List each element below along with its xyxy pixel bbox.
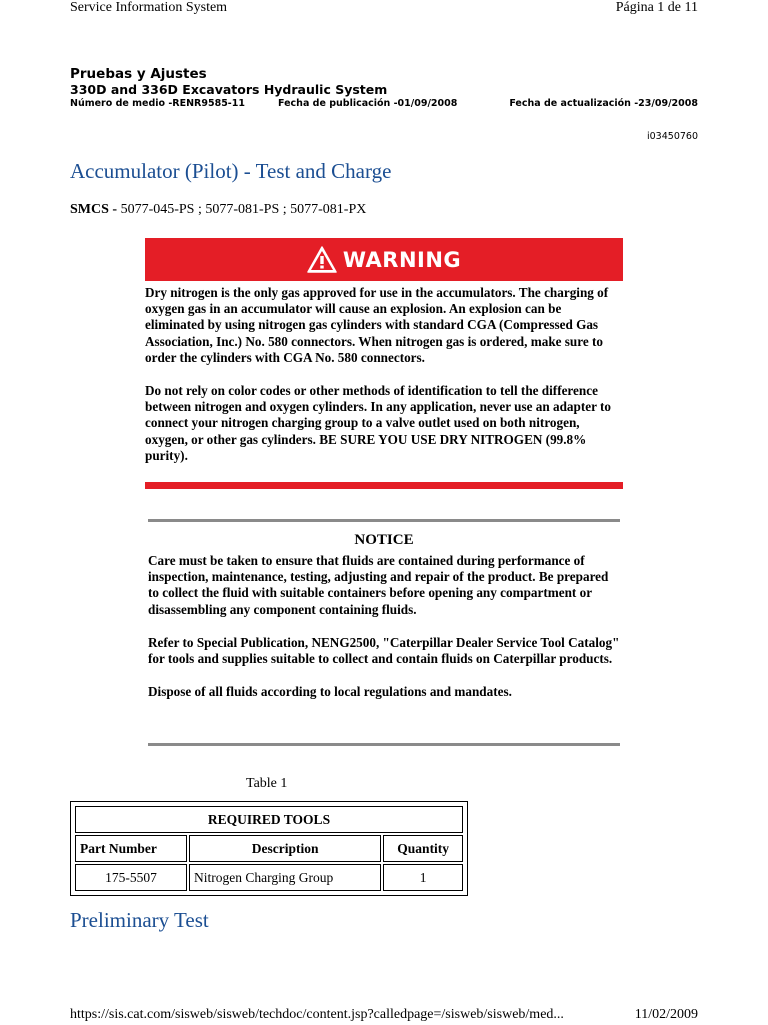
product-name: 330D and 336D Excavators Hydraulic System: [70, 82, 388, 97]
update-date: Fecha de actualización -23/09/2008: [509, 98, 698, 109]
smcs-codes: [70, 202, 366, 218]
notice-bottom-rule: [148, 743, 620, 746]
warning-banner: [145, 238, 623, 281]
section-heading: Preliminary Test: [70, 908, 209, 932]
page-footer: [70, 1007, 698, 1025]
notice-paragraph: Dispose of all fluids according to local regulations and mandates.: [148, 684, 512, 700]
required-tools-table: [70, 801, 468, 896]
source-url[interactable]: https://sis.cat.com/sisweb/sisweb/techdoc/content.jsp?calledpage=/sisweb/sisweb/med...: [70, 1007, 564, 1022]
description-cell: Nitrogen Charging Group: [189, 864, 381, 891]
print-date: 11/02/2009: [634, 1007, 698, 1022]
notice-title: NOTICE: [354, 532, 414, 548]
table-header-row: [75, 835, 463, 862]
quantity-cell: 1: [383, 864, 463, 891]
publication-date: Fecha de publicación -01/09/2008: [278, 98, 458, 109]
warning-bottom-bar: [145, 482, 623, 489]
warning-paragraph: Dry nitrogen is the only gas approved for use in the accumulators. The charging of oxygen gas in an accumulator will cause an explosion. An explosion can be eliminated by using nitrogen gas cylinders with standard CGA (Compressed Gas Association, Inc.) No. 580 connectors. When nitrogen gas is ordered, make sure to order the cylinders with CGA No. 580 connectors.: [145, 285, 609, 365]
notice-top-rule: [148, 519, 620, 522]
notice-text: [148, 553, 620, 700]
table-title: REQUIRED TOOLS: [75, 806, 463, 833]
table-row: [75, 864, 463, 891]
table-caption: Table 1: [246, 776, 288, 791]
warning-paragraph: Do not rely on color codes or other methods of identification to tell the difference between nitrogen and oxygen cylinders. In any application, never use an adapter to connect your nitrogen charging group to a valve outlet used on both nitrogen, oxygen, or other gas cylinders. BE SURE YOU USE DRY NITROGEN (99.8% purity).: [145, 383, 611, 463]
smcs-values: 5077-045-PS ; 5077-081-PS ; 5077-081-PX: [120, 202, 367, 217]
meta-row: [70, 97, 698, 110]
warning-box: [145, 238, 623, 464]
warning-label: WARNING: [342, 247, 462, 272]
page-header: [70, 0, 698, 18]
column-header: Quantity: [383, 835, 463, 862]
smcs-label: SMCS -: [70, 202, 118, 217]
page-title: Accumulator (Pilot) - Test and Charge: [70, 159, 392, 183]
page-indicator: Página 1 de 11: [615, 0, 698, 15]
document-id: i03450760: [647, 131, 698, 142]
column-header: Part Number: [75, 835, 187, 862]
warning-text: [145, 285, 623, 464]
part-number-cell: 175-5507: [75, 864, 187, 891]
section-name: Pruebas y Ajustes: [70, 66, 207, 82]
system-name: Service Information System: [70, 0, 228, 15]
media-number: Número de medio -RENR9585-11: [70, 98, 245, 109]
notice-paragraph: Refer to Special Publication, NENG2500, "Caterpillar Dealer Service Tool Catalog" for tools and supplies suitable to collect and contain fluids on Caterpillar products.: [148, 634, 620, 667]
document-meta: [70, 66, 698, 110]
warning-triangle-icon: [307, 246, 337, 273]
column-header: Description: [189, 835, 381, 862]
notice-paragraph: Care must be taken to ensure that fluids are contained during performance of inspection, maintenance, testing, adjusting and repair of the product. Be prepared to collect the fluid with suitable containers before opening any compartment or disassembling any component containing fluids.: [148, 553, 609, 617]
